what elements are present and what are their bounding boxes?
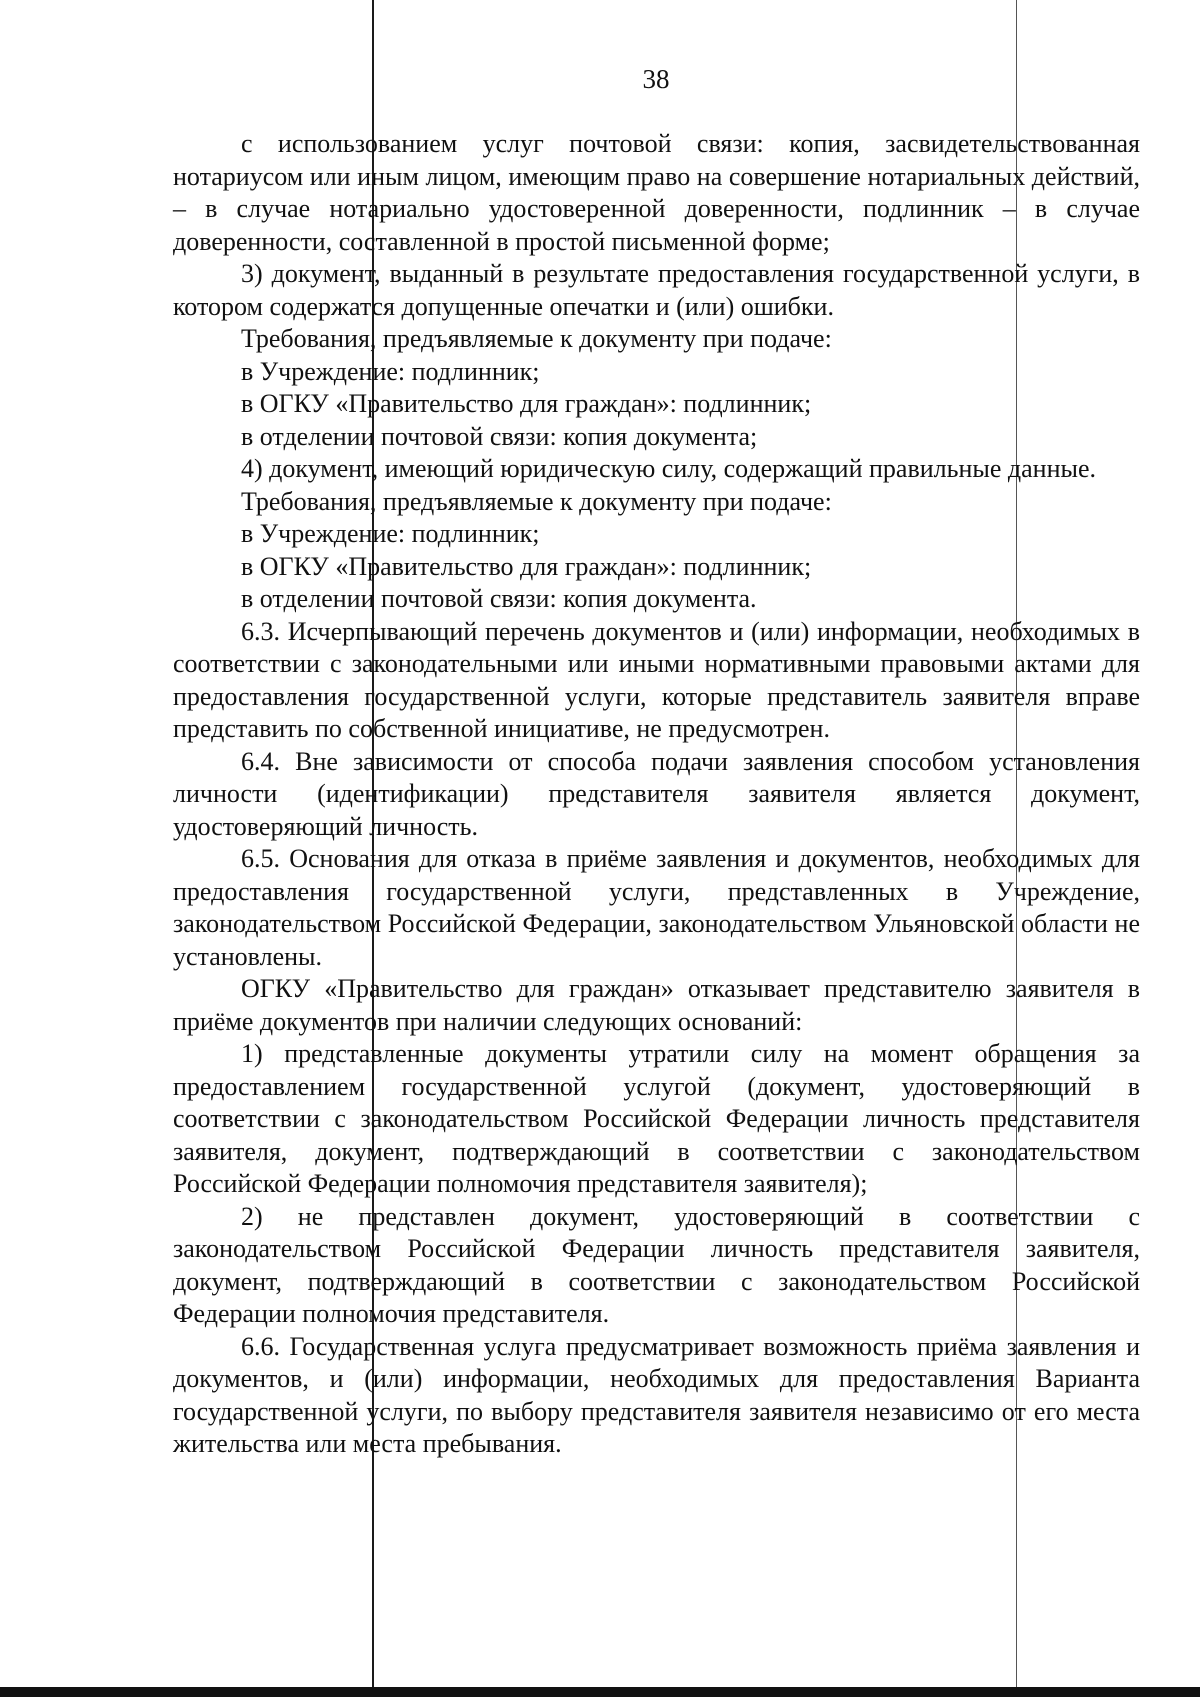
paragraph: 6.4. Вне зависимости от способа подачи заявления способом установления личности (идентификации) представителя заявителя является документ, удостоверяющий личность. [173,746,1140,841]
paragraph: Требования, предъявляемые к документу при подаче: [241,486,832,516]
paragraph: Требования, предъявляемые к документу при подаче: [241,324,832,353]
paragraph: 6.3. Исчерпывающий перечень документов и (или) информации, необходимых в соответствии с законодательными или иными нормативными правовыми актами для предоставления государственной услуги, которые представитель заявителя вправе представить по собственной инициативе, не предусмотрен. [173,616,1140,743]
paragraph: в Учреждение: подлинник; [241,519,540,548]
paragraph: в Учреждение: подлинник; [241,356,540,386]
paragraph: 6.6. Государственная услуга предусматривает возможность приёма заявления и документов, и (или) информации, необходимых для предоставления Варианта государственной услуги, по выбору представителя заявителя независимо от его места жительства или места пребывания. [173,1331,1140,1458]
paragraph: ОГКУ «Правительство для граждан» отказывает представителю заявителя в приёме документов при наличии следующих оснований: [173,974,1140,1036]
paragraph: в ОГКУ «Правительство для граждан»: подлинник; [241,389,812,418]
document-body [173,128,1140,1461]
paragraph: 2) не представлен документ, удостоверяющий в соответствии с законодательством Российской Федерации личность представителя заявителя, документ, подтверждающий в соответствии с законодательством Российской Федерации полномочия представителя. [173,1201,1140,1328]
paragraph: 4) документ, имеющий юридическую силу, содержащий правильные данные. [241,454,1097,483]
paragraph: в отделении почтовой связи: копия документа. [241,584,757,613]
page-number: 38 [642,64,670,94]
paragraph: в ОГКУ «Правительство для граждан»: подлинник; [241,551,812,581]
paragraph: 3) документ, выданный в результате предоставления государственной услуги, в котором содержатся допущенные опечатки и (или) ошибки. [173,259,1140,321]
paragraph: в отделении почтовой связи: копия документа; [241,421,758,451]
scan-bottom-edge [0,1687,1200,1697]
paragraph: с использованием услуг почтовой связи: копия, засвидетельствованная нотариусом или иным лицом, имеющим право на совершение нотариальных действий, – в случае нотариально удостоверенной доверенности, подлинник – в случае доверенности, составленной в простой письменной форме; [173,129,1140,256]
paragraph: 6.5. Основания для отказа в приёме заявления и документов, необходимых для предоставления государственной услуги, представленных в Учреждение, законодательством Российской Федерации, законодательством Ульяновской области не установлены. [173,844,1140,971]
paragraph: 1) представленные документы утратили силу на момент обращения за предоставлением государственной услугой (документ, удостоверяющий в соответствии с законодательством Российской Федерации личность представителя заявителя, документ, подтверждающий в соответствии с законодательством Российской Федерации полномочия представителя заявителя); [173,1039,1140,1198]
